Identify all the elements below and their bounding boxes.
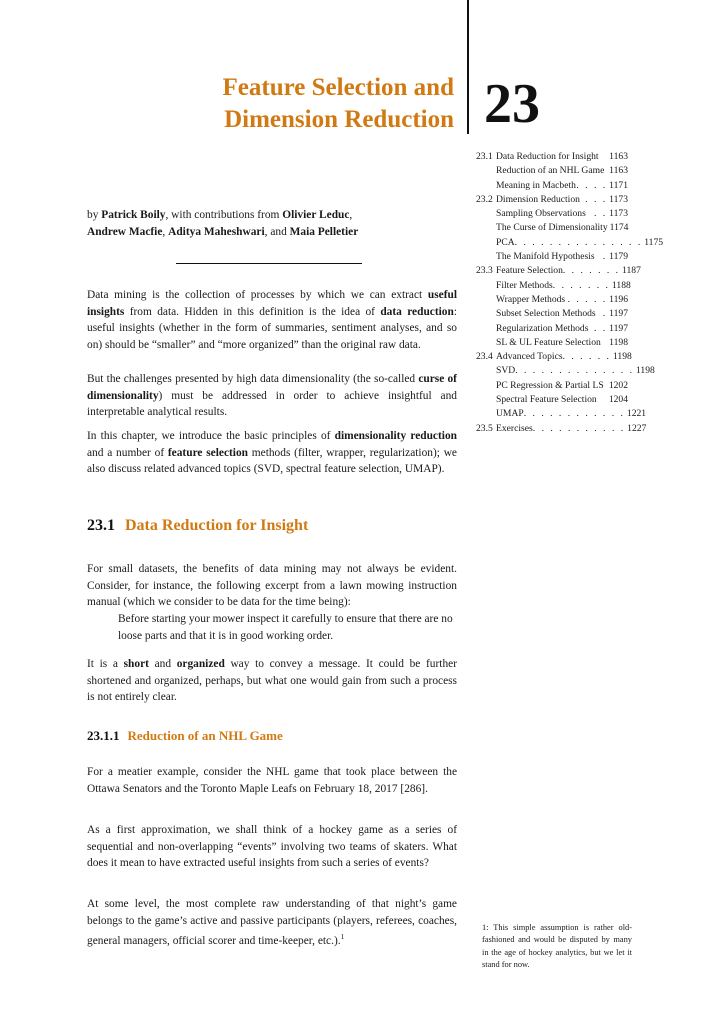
text-span: It is a [87, 658, 124, 670]
footnote-marker[interactable]: 1 [340, 932, 345, 942]
toc-entry[interactable] [476, 293, 628, 307]
section-title: Data Reduction for Insight [125, 517, 309, 534]
toc-entry-page: 1227 [627, 422, 647, 434]
toc-entry-label: Spectral Feature Selection [496, 394, 597, 406]
toc-entry-page: 1163 [609, 165, 628, 177]
contributor-name: Olivier Leduc [282, 209, 350, 221]
toc-entry-label: Advanced Topics [496, 351, 563, 363]
chapter-title-line1: Feature Selection and [222, 74, 454, 101]
bold-term: organized [176, 658, 225, 670]
toc-entry-page: 1197 [609, 322, 628, 334]
text-span: methods (filter, wrapper, regularization); we also discuss related advanced topics (SVD, spectral feature selection, UMAP). [87, 446, 457, 476]
toc-entry-label: Regularization Methods [496, 322, 589, 334]
intro-paragraph-2 [87, 371, 457, 421]
toc-entry-label: SVD [496, 365, 516, 377]
chapter-number: 23 [484, 73, 540, 135]
chapter-title-line2: Dimension Reduction [224, 106, 454, 133]
contributor-name: Aditya Maheshwari [168, 225, 265, 238]
section-heading [87, 517, 308, 535]
byline-sep: , [349, 209, 353, 221]
toc-entry-page: 1196 [609, 293, 628, 305]
toc-leader-dots: . . . . . . . . . . . [532, 422, 626, 434]
toc-entry[interactable] [476, 193, 628, 207]
toc-entry-page: 1197 [609, 308, 628, 320]
toc-leader-dots: . . . . . . . . . . . . . . . [514, 236, 643, 248]
toc-entry-page: 1173 [609, 208, 628, 220]
margin-footnote: 1: This simple assumption is rather old-fashioned and would be disputed by many in the age of hockey analytics, but we let it stand for now. [482, 923, 632, 969]
toc-entry[interactable] [476, 221, 628, 235]
bold-term: useful insights [87, 289, 457, 318]
toc-entry-label: Subset Selection Methods [496, 308, 596, 320]
text-span: Data mining is the collection of processes by which we can extract [87, 289, 428, 301]
block-quote: Before starting your mower inspect it carefully to ensure that there are no loose parts and that it is in good working order. [118, 613, 453, 642]
toc-entry-label: Dimension Reduction [496, 193, 580, 205]
section-paragraph-1: For small datasets, the benefits of data mining may not always be evident. Consider, for instance, the following excerpt from a lawn mowing instruction manual (which we consider to be data for the time being): [87, 563, 457, 609]
text-span: But the challenges presented by high data dimensionality (the so-called [87, 373, 419, 385]
toc-entry-page: 1179 [609, 251, 628, 263]
subsection-paragraph-3 [87, 896, 457, 950]
toc-entry-number: 23.3 [476, 265, 493, 277]
toc-entry-label: The Manifold Hypothesis [496, 251, 595, 263]
toc-entry[interactable] [476, 250, 628, 264]
subsection-heading [87, 728, 283, 744]
chapter-divider-rule [467, 0, 469, 134]
toc-entry-label: UMAP [496, 408, 524, 420]
toc-entry-label: Sampling Observations [496, 208, 586, 220]
subsection-title: Reduction of an NHL Game [127, 728, 283, 743]
toc-leader-dots: . [602, 308, 608, 320]
toc-entry-page: 1198 [612, 351, 632, 363]
toc-entry[interactable] [476, 379, 628, 393]
byline-sep: , [162, 225, 166, 238]
contributor-name: Maia Pelletier [289, 225, 359, 238]
intro-paragraph-3 [87, 428, 457, 478]
byline-with: , with contributions from [165, 209, 283, 221]
toc-entry[interactable] [476, 179, 628, 193]
subsection-number: 23.1.1 [87, 728, 120, 743]
subsection-paragraph-1: For a meatier example, consider the NHL game that took place between the Ottawa Senators and the Toronto Maple Leafs on February 18, 2017 [286]. [87, 766, 457, 795]
toc-entry-label: Reduction of an NHL Game [496, 165, 605, 177]
toc-entry-number: 23.4 [476, 351, 493, 363]
toc-entry[interactable] [476, 236, 664, 250]
text-span: and [148, 658, 177, 670]
toc-entry[interactable] [476, 164, 628, 178]
author-name: Patrick Boily [101, 209, 166, 221]
toc-leader-dots: . . . . . . . [562, 265, 621, 277]
toc-leader-dots: . . [593, 322, 608, 334]
chapter-title [134, 72, 454, 136]
byline-and: , and [264, 225, 290, 238]
toc-entry-label: Data Reduction for Insight [496, 151, 599, 162]
toc-entry-label: The Curse of Dimensionality [496, 222, 608, 234]
section-paragraph-2 [87, 656, 457, 706]
toc-leader-dots: . . . . [576, 179, 608, 191]
toc-entry[interactable] [476, 422, 647, 436]
bold-term: short [123, 658, 149, 670]
horizontal-rule [176, 263, 362, 264]
text-span: ) must be addressed in order to achieve insightful and interpretable analytical results. [87, 389, 457, 419]
text-span: and a number of [87, 446, 168, 459]
toc-entry[interactable] [476, 350, 632, 364]
toc-entry-page: 1173 [609, 193, 628, 205]
text-span: way to convey a message. It could be further shortened and organized, perhaps, but what one would gain from such a process is not entirely clear. [87, 658, 457, 704]
toc-entry-page: 1175 [644, 236, 664, 248]
byline-by: by [87, 209, 102, 221]
toc-leader-dots: . . . . . . [562, 351, 611, 363]
toc-leader-dots: . . . . . . . . . . . . . . [515, 365, 634, 377]
toc-entry-page: 1174 [609, 222, 629, 234]
section-number: 23.1 [87, 517, 115, 534]
toc-leader-dots: . . . . . [567, 293, 608, 305]
toc-entry-label: Exercises [496, 422, 533, 434]
toc-entry-label: Wrapper Methods [496, 293, 566, 305]
text-span: In this chapter, we introduce the basic principles of [87, 430, 335, 442]
contributor-name: Andrew Macfie [87, 225, 163, 238]
toc-entry-page: 1198 [635, 365, 655, 377]
bold-term: data reduction [380, 305, 454, 318]
toc-leader-dots: . . . . . . . . . . . . [523, 408, 625, 420]
toc-entry-number: 23.5 [476, 422, 493, 434]
toc-leader-dots: . . [593, 208, 608, 220]
text-span: : useful insights (whether in the form of summaries, sentiment analyses, and so on) should be “smaller” and “more organized” than the original raw data. [87, 305, 457, 351]
toc-leader-dots: . . . [585, 193, 608, 205]
toc-entry-page: 1198 [609, 336, 628, 348]
toc-entry-label: PC Regression & Partial LS [496, 379, 604, 391]
bold-term: feature selection [167, 446, 248, 459]
toc-entry-page: 1187 [622, 265, 641, 277]
bold-term: curse of dimensionality [87, 373, 457, 402]
toc-entry-page: 1221 [626, 408, 647, 420]
text-span: At some level, the most complete raw understanding of that night’s game belongs to the game’s active and passive participants (players, referees, coaches, general managers, official scorer and time-keeper, etc.). [87, 898, 457, 947]
toc-entry-number: 23.2 [476, 193, 493, 205]
toc-entry-label: Meaning in Macbeth [496, 179, 576, 191]
toc-entry-page: 1188 [611, 279, 631, 291]
intro-paragraph-1 [87, 287, 457, 353]
toc-entry-label: Feature Selection [496, 265, 563, 277]
toc-entry[interactable] [476, 322, 628, 336]
toc-entry[interactable] [476, 407, 647, 421]
toc-entry-label: Filter Methods [496, 279, 553, 291]
toc-entry[interactable] [476, 150, 628, 164]
toc-entry[interactable] [476, 264, 641, 278]
toc-entry-page: 1163 [609, 151, 628, 162]
toc-entry-number: 23.1 [476, 151, 493, 162]
bold-term: dimensionality reduction [334, 430, 457, 442]
toc-entry[interactable] [476, 207, 628, 221]
toc-entry-page: 1204 [608, 394, 628, 406]
toc-entry-label: SL & UL Feature Selection [496, 336, 601, 348]
subsection-paragraph-2: As a first approximation, we shall think of a hockey game as a series of sequential and non-overlapping “events” involving two teams of skaters. What does it mean to have extracted useful insights from such a series of events? [87, 824, 457, 870]
toc-entry[interactable] [476, 307, 628, 321]
toc-entry[interactable] [476, 279, 631, 293]
toc-entry-label: PCA [496, 236, 515, 248]
toc-entry-page: 1171 [609, 179, 628, 191]
chapter-toc [476, 150, 664, 436]
text-span: from data. Hidden in this definition is the idea of [124, 305, 381, 318]
toc-entry-page: 1202 [608, 379, 628, 391]
toc-entry[interactable] [476, 364, 655, 378]
toc-leader-dots: . . . . . . . [552, 279, 610, 291]
byline [87, 207, 387, 240]
toc-leader-dots: . [602, 251, 608, 263]
toc-entry[interactable] [476, 336, 628, 350]
toc-entry[interactable] [476, 393, 628, 407]
